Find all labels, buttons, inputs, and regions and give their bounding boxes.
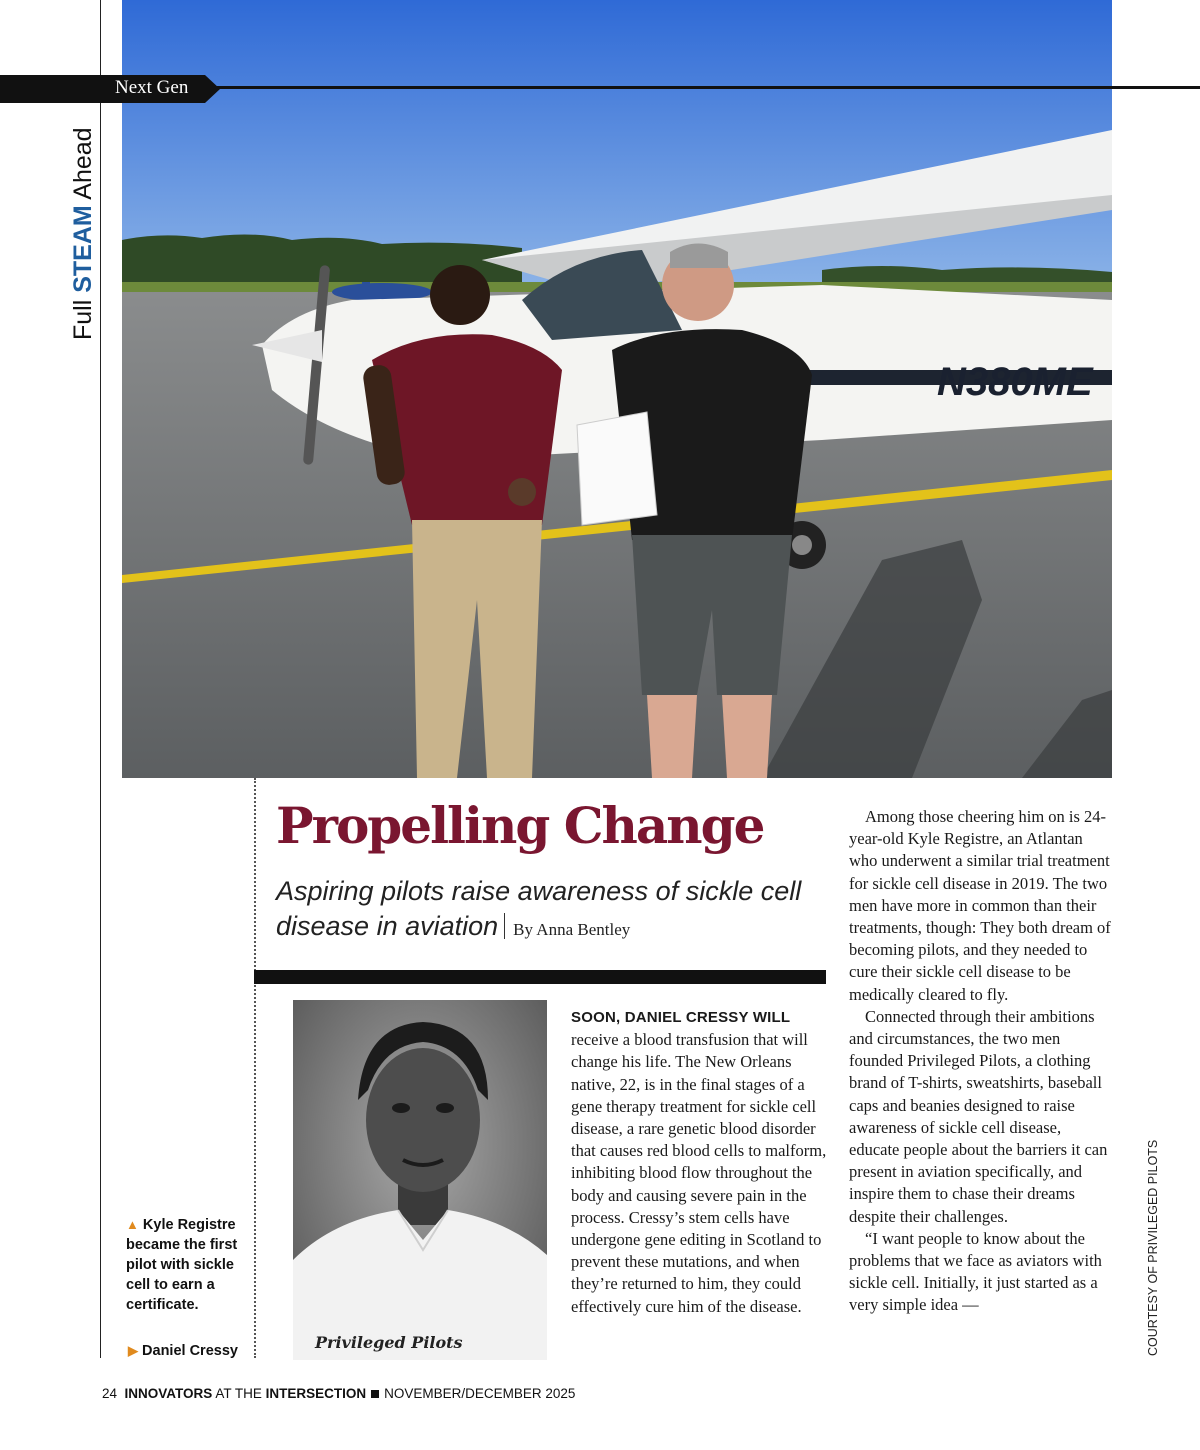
publication-name-part1: INNOVATORS	[124, 1386, 213, 1401]
body-paragraph-2: Among those cheering him on is 24-year-old Kyle Registre, an Atlantan who underwent a similar trial treatment for sickle cell disease in 2019. The two men have more in common than their treatments, though: They both dream of becoming pilots, and they needed to cure their sickle cell disease to be medically cleared to fly.	[849, 807, 1111, 1004]
body-column-2	[849, 806, 1111, 1317]
byline: By Anna Bentley	[513, 920, 631, 939]
body-column-1	[571, 1006, 833, 1318]
section-rule	[200, 86, 1200, 89]
hero-tail-number: N380ME	[937, 360, 1093, 404]
square-bullet-icon	[371, 1390, 379, 1398]
headline: Propelling Change	[276, 796, 764, 855]
page-number: 24	[102, 1386, 118, 1401]
byline-separator	[504, 913, 505, 939]
caption-kyle	[126, 1215, 244, 1315]
deck-text: Aspiring pilots raise awareness of sickle cell disease in aviation	[276, 876, 802, 941]
body-paragraph-4: “I want people to know about the problems that we face as aviators with sickle cell. Initially, it just started as a very simple idea —	[849, 1228, 1102, 1315]
dotted-divider	[254, 778, 256, 1358]
issue-date: NOVEMBER/DECEMBER 2025	[384, 1386, 576, 1401]
left-margin-rule	[100, 0, 101, 1358]
triangle-up-icon: ▲	[126, 1217, 139, 1232]
portrait-shirt-logo: Privileged Pilots	[315, 1333, 463, 1352]
page-footer	[102, 1386, 575, 1401]
column-title-suffix: Ahead	[69, 127, 97, 206]
body-paragraph-1: receive a blood transfusion that will change his life. The New Orleans native, 22, is in the final stages of a gene therapy treatment for sickle cell disease, a rare genetic blood disorder that causes red blood cells to malform, inhibiting blood flow throughout the body and causing severe pain in the process. Cressy’s stem cells have undergone gene editing in Scotland to prevent these mutations, and when they’re returned to him, they could effectively cure him of the disease.	[571, 1030, 827, 1316]
portrait-photo	[293, 1000, 547, 1360]
lead-in: SOON, DANIEL CRESSY WILL	[571, 1009, 791, 1026]
deck	[276, 874, 836, 947]
triangle-right-icon: ▶	[128, 1343, 138, 1358]
caption-daniel	[128, 1341, 248, 1361]
column-title	[69, 127, 98, 340]
photo-credit: COURTESY OF PRIVILEGED PILOTS	[1146, 1139, 1160, 1356]
caption-kyle-text: Kyle Registre became the first pilot with sickle cell to earn a certificate.	[126, 1217, 238, 1313]
body-paragraph-3: Connected through their ambitions and circumstances, the two men founded Privileged Pilots, a clothing brand of T-shirts, sweatshirts, baseball caps and beanies designed to raise awareness of sickle cell disease, educate people about the barriers it can present in aviation specifically, and inspire them to chase their dreams despite their challenges.	[849, 1006, 1108, 1226]
headline-rule	[254, 970, 826, 984]
section-label: Next Gen	[115, 77, 189, 98]
column-title-highlight: STEAM	[69, 205, 97, 293]
hero-photo	[122, 0, 1112, 778]
column-title-prefix: Full	[69, 292, 97, 340]
publication-name-part2: AT THE	[212, 1386, 266, 1401]
publication-name-part3: INTERSECTION	[265, 1386, 367, 1401]
caption-daniel-text: Daniel Cressy	[142, 1343, 238, 1359]
